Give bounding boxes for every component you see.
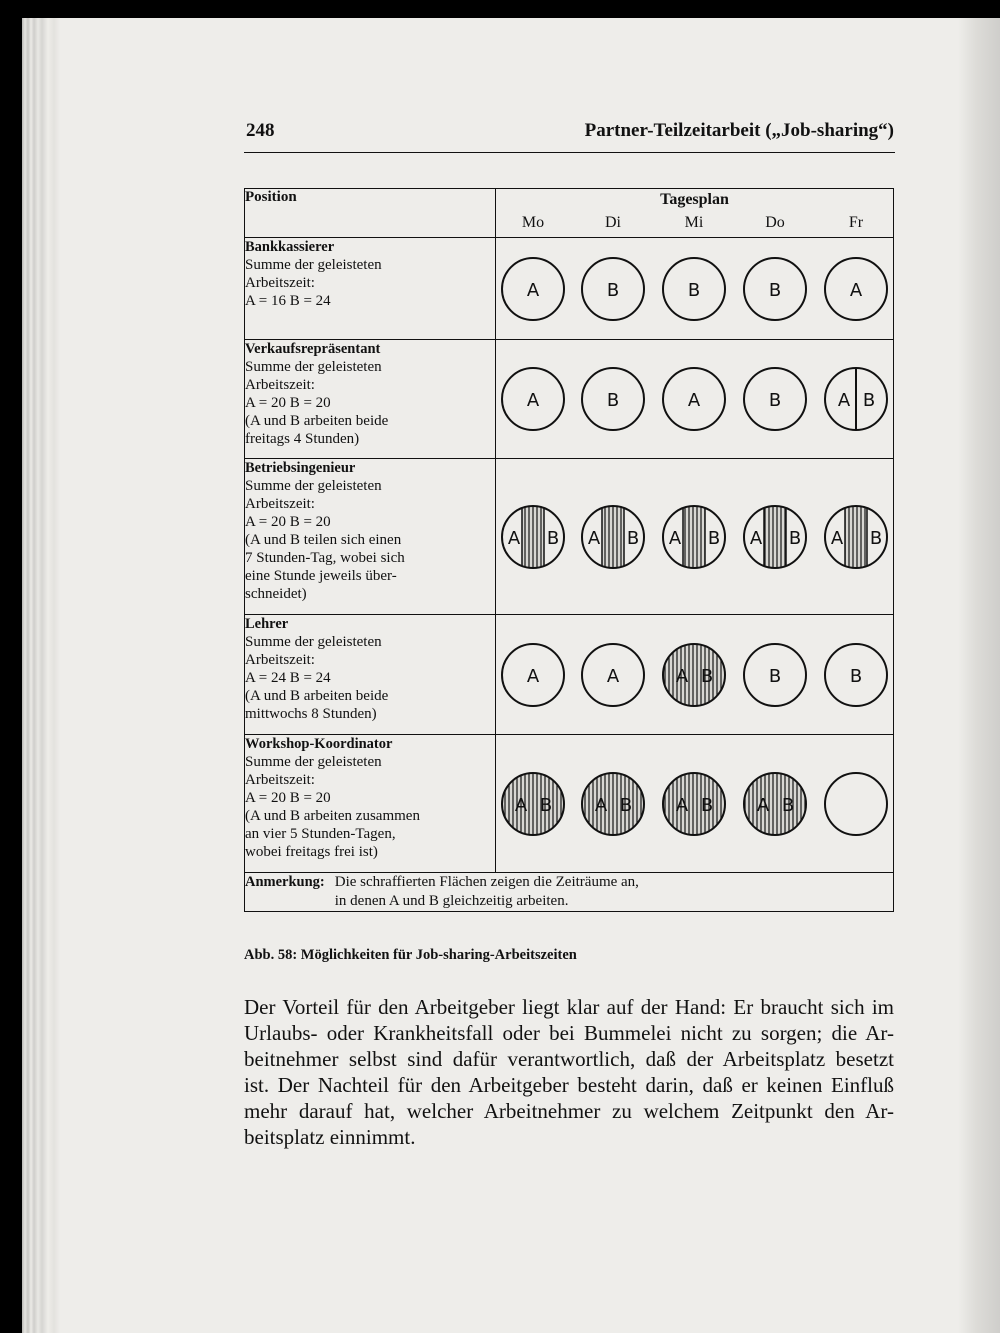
- note-cell: [245, 873, 894, 912]
- header-position: Position: [245, 189, 496, 238]
- schedule-circles: [496, 503, 893, 571]
- circle-label-a: A: [675, 665, 689, 687]
- overlap-hatch: [845, 506, 867, 568]
- circle-label: B: [768, 665, 782, 687]
- table-row: [245, 735, 894, 873]
- circle-label: B: [849, 665, 863, 687]
- overlap-hatch: [602, 506, 624, 568]
- day-circle-Di: [582, 506, 644, 568]
- circle-label-b: B: [707, 527, 721, 549]
- position-line: A = 20 B = 20: [245, 514, 331, 530]
- schedule-circles: [496, 641, 893, 709]
- position-line: A = 20 B = 20: [245, 790, 331, 806]
- position-line: freitags 4 Stunden): [245, 431, 360, 447]
- circle-hatched: [744, 773, 806, 835]
- day-circle-Mi: [663, 258, 725, 320]
- circle-label-a: A: [675, 794, 689, 816]
- header-schedule: Tagesplan: [660, 191, 729, 208]
- circle-hatched: [663, 773, 725, 835]
- page-number: 248: [246, 120, 275, 141]
- position-line: mittwochs 8 Stunden): [245, 706, 377, 722]
- position-line: Summe der geleisteten: [245, 478, 382, 494]
- circle-label: B: [687, 279, 701, 301]
- day-circle-Mi: [663, 773, 725, 835]
- day-circle-Fr: [825, 773, 887, 835]
- day-label: Fr: [848, 214, 864, 231]
- circle-label-a: A: [837, 390, 851, 411]
- body-line: Der Vorteil für den Arbeitgeber liegt klar auf der Hand: Er braucht sich im: [244, 995, 894, 1019]
- circle-label-b: B: [700, 665, 714, 687]
- day-circle-Di: [582, 258, 644, 320]
- role-name: Betriebsingenieur: [245, 460, 356, 476]
- circle-hatched: [663, 644, 725, 706]
- overlap-hatch: [522, 506, 544, 568]
- day-circle-Mi: [663, 644, 725, 706]
- position-line: Arbeitszeit:: [245, 772, 315, 788]
- position-line: A = 24 B = 24: [245, 670, 331, 686]
- position-line: Arbeitszeit:: [245, 275, 315, 291]
- day-circle-Do: [744, 368, 806, 430]
- schedule-circles: [496, 365, 893, 433]
- role-name: Workshop-Koordinator: [245, 736, 393, 752]
- position-line: Summe der geleisteten: [245, 754, 382, 770]
- circle-label-b: B: [862, 390, 876, 411]
- day-circle-Di: [582, 368, 644, 430]
- day-circle-Do: [744, 258, 806, 320]
- position-cell: [245, 238, 496, 340]
- schedule-cell: [496, 340, 894, 459]
- body-line: beitnehmer selbst sind dafür verantwortlich, daß der Arbeitsplatz besetzt: [244, 1047, 894, 1071]
- position-line: (A und B teilen sich einen: [245, 532, 402, 548]
- position-line: Arbeitszeit:: [245, 496, 315, 512]
- table-row: [245, 459, 894, 615]
- page-edge-shadow: [958, 18, 1000, 1333]
- body-line: beitsplatz einnimmt.: [244, 1125, 416, 1149]
- position-line: 7 Stunden-Tag, wobei sich: [245, 550, 405, 566]
- table-header-row: [245, 189, 894, 238]
- schedule-circles: [496, 770, 893, 838]
- header-rule: [244, 152, 895, 153]
- position-line: (A und B arbeiten beide: [245, 688, 389, 704]
- position-cell: [245, 735, 496, 873]
- overlap-hatch: [683, 506, 705, 568]
- circle-label-a: A: [594, 794, 608, 816]
- circle-label-b: B: [619, 794, 633, 816]
- position-cell: [245, 340, 496, 459]
- position-line: an vier 5 Stunden-Tagen,: [245, 826, 396, 842]
- day-label: Mi: [684, 214, 704, 231]
- table-row: [245, 615, 894, 735]
- circle-label: B: [768, 279, 782, 301]
- schedule-cell: [496, 615, 894, 735]
- position-line: (A und B arbeiten zusammen: [245, 808, 420, 824]
- day-label: Mo: [521, 214, 545, 231]
- circle-label-a: A: [514, 794, 528, 816]
- circle-label-b: B: [626, 527, 640, 549]
- note-line: Die schraffierten Flächen zeigen die Zeiträume an,: [334, 874, 639, 890]
- circle-label-a: A: [830, 527, 844, 549]
- day-circle-Do: [744, 644, 806, 706]
- body-paragraph: [244, 994, 894, 1150]
- circle-label-b: B: [781, 794, 795, 816]
- figure-caption: Abb. 58: Möglichkeiten für Job-sharing-Arbeitszeiten: [244, 947, 577, 963]
- circle-label: B: [606, 390, 620, 411]
- day-circle-Mo: [502, 773, 564, 835]
- role-name: Verkaufsrepräsentant: [245, 341, 381, 357]
- table-row: [245, 238, 894, 340]
- note-line: in denen A und B gleichzeitig arbeiten.: [334, 893, 569, 909]
- day-circle-Fr: [825, 368, 887, 430]
- circle-label: A: [526, 390, 540, 411]
- page-binding-edge: [22, 18, 60, 1333]
- position-line: Summe der geleisteten: [245, 634, 382, 650]
- circle-empty: [825, 773, 887, 835]
- circle-label: A: [526, 665, 540, 687]
- note-row: [245, 873, 894, 912]
- running-title: Partner-Teilzeitarbeit („Job-sharing“): [584, 120, 894, 141]
- day-circle-Fr: [825, 258, 887, 320]
- table-row: [245, 340, 894, 459]
- circle-label: A: [526, 279, 540, 301]
- day-label: Di: [605, 214, 621, 231]
- day-circle-Fr: [825, 506, 887, 568]
- circle-label-b: B: [700, 794, 714, 816]
- position-line: A = 20 B = 20: [245, 395, 331, 411]
- job-sharing-table: [244, 188, 894, 912]
- position-line: Summe der geleisteten: [245, 257, 382, 273]
- circle-label-b: B: [546, 527, 560, 549]
- position-line: wobei freitags frei ist): [245, 844, 378, 860]
- schedule-cell: [496, 459, 894, 615]
- position-line: Summe der geleisteten: [245, 359, 382, 375]
- day-label: Do: [765, 214, 785, 231]
- day-circle-Do: [744, 506, 806, 568]
- body-line: mehr darauf hat, welcher Arbeitnehmer zu welchem Zeitpunkt den Ar-: [244, 1099, 894, 1123]
- circle-label: A: [849, 279, 863, 301]
- overlap-hatch: [764, 506, 786, 568]
- day-circle-Mi: [663, 368, 725, 430]
- role-name: Lehrer: [245, 616, 289, 632]
- circle-label: B: [768, 390, 782, 411]
- position-line: Arbeitszeit:: [245, 652, 315, 668]
- day-circle-Mo: [502, 368, 564, 430]
- circle-label-a: A: [668, 527, 682, 549]
- role-name: Bankkassierer: [245, 239, 335, 255]
- day-circle-Mi: [663, 506, 725, 568]
- position-line: eine Stunde jeweils über-: [245, 568, 397, 584]
- position-line: schneidet): [245, 586, 307, 602]
- circle-label-a: A: [587, 527, 601, 549]
- position-cell: [245, 615, 496, 735]
- circle-hatched: [502, 773, 564, 835]
- day-circle-Di: [582, 773, 644, 835]
- schedule-cell: [496, 238, 894, 340]
- schedule-circles: [496, 255, 893, 323]
- body-line: Urlaubs- oder Krankheitsfall oder bei Bummelei nicht zu sorgen; die Ar-: [244, 1021, 894, 1045]
- day-circle-Fr: [825, 644, 887, 706]
- circle-hatched: [582, 773, 644, 835]
- circle-label-a: A: [756, 794, 770, 816]
- circle-label: B: [606, 279, 620, 301]
- position-line: A = 16 B = 24: [245, 293, 331, 309]
- day-circle-Di: [582, 644, 644, 706]
- day-circle-Mo: [502, 644, 564, 706]
- note-label: Anmerkung:: [245, 874, 325, 890]
- day-circle-Mo: [502, 258, 564, 320]
- schedule-cell: [496, 735, 894, 873]
- circle-label-a: A: [507, 527, 521, 549]
- day-circle-Do: [744, 773, 806, 835]
- circle-label-a: A: [749, 527, 763, 549]
- position-cell: [245, 459, 496, 615]
- circle-label: A: [687, 390, 701, 411]
- day-circle-Mo: [502, 506, 564, 568]
- circle-label: A: [606, 665, 620, 687]
- circle-label-b: B: [869, 527, 883, 549]
- circle-label-b: B: [539, 794, 553, 816]
- header-schedule-cell: [496, 189, 894, 238]
- body-line: ist. Der Nachteil für den Arbeitgeber besteht darin, daß er keinen Einfluß: [244, 1073, 894, 1097]
- position-line: (A und B arbeiten beide: [245, 413, 389, 429]
- circle-label-b: B: [788, 527, 802, 549]
- position-line: Arbeitszeit:: [245, 377, 315, 393]
